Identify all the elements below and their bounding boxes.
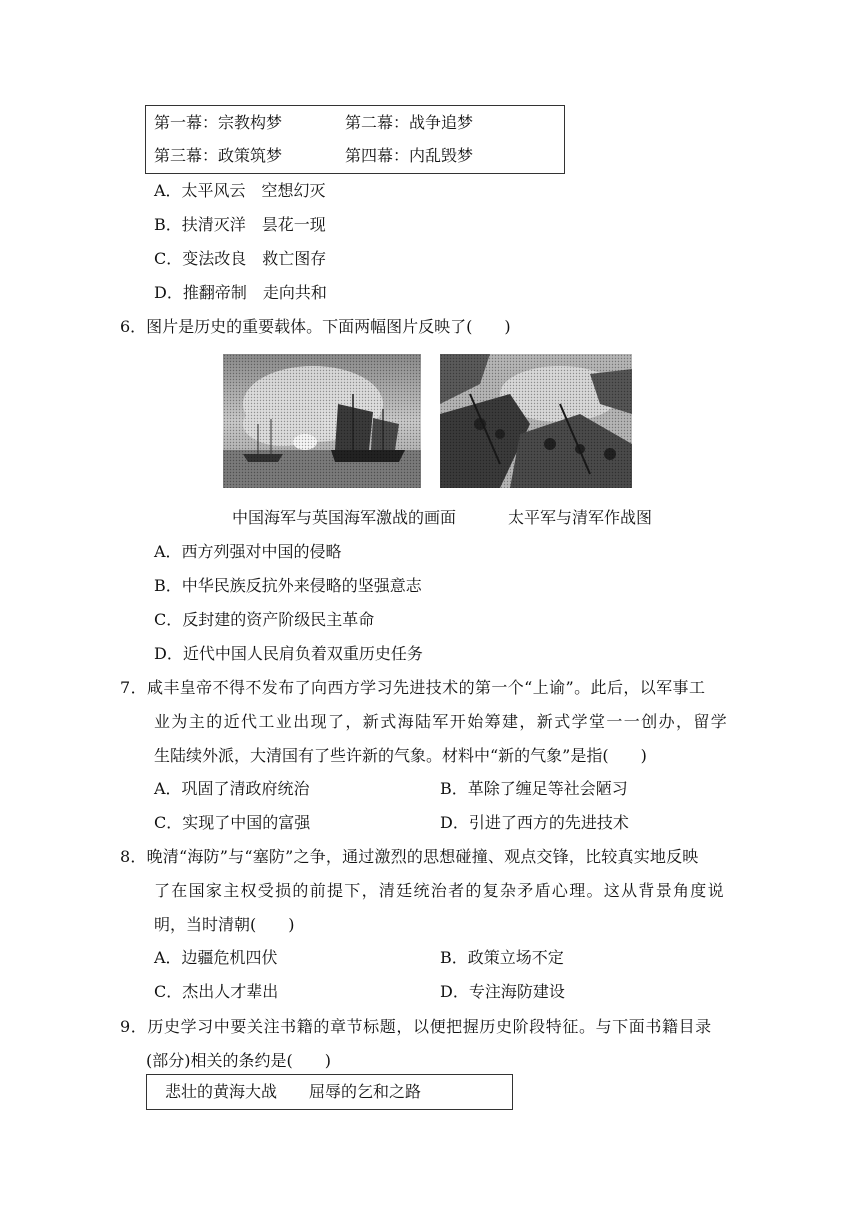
q7-option-a: A．巩固了清政府统治 (154, 779, 310, 798)
q6-option-b: B．中华民族反抗外来侵略的坚强意志 (154, 576, 422, 595)
scene-2: 第二幕：战争追梦 (345, 113, 474, 132)
q8-line-3: 明，当时清朝( ) (154, 915, 295, 934)
q8-option-d: D．专注海防建设 (440, 982, 565, 1001)
naval-battle-illustration (223, 354, 421, 488)
q8-line-2: 了在国家主权受损的前提下，清廷统治者的复杂矛盾心理。这从背景角度说 (154, 881, 725, 900)
q7-option-c: C．实现了中国的富强 (154, 813, 311, 832)
book-contents-text: 悲壮的黄海大战 屈辱的乞和之路 (165, 1082, 422, 1101)
q5-option-a: A．太平风云 空想幻灭 (154, 181, 326, 200)
q6-option-d: D．近代中国人民肩负着双重历史任务 (154, 644, 423, 663)
naval-battle-image (223, 354, 421, 488)
q5-option-d: D．推翻帝制 走向共和 (154, 283, 327, 302)
q7-line-1: 7．咸丰皇帝不得不发布了向西方学习先进技术的第一个“上谕”。此后，以军事工 (120, 678, 706, 697)
q7-line-3: 生陆续外派，大清国有了些许新的气象。材料中“新的气象”是指( ) (154, 746, 647, 765)
caption-right: 太平军与清军作战图 (508, 508, 653, 527)
q6-option-c: C．反封建的资产阶级民主革命 (154, 610, 375, 629)
caption-left: 中国海军与英国海军激战的画面 (232, 508, 457, 527)
q7-option-b: B．革除了缠足等社会陋习 (440, 779, 628, 798)
q5-option-c: C．变法改良 救亡图存 (154, 249, 327, 268)
scene-3: 第三幕：政策筑梦 (154, 146, 283, 165)
q6-stem: 6．图片是历史的重要载体。下面两幅图片反映了( ) (120, 317, 511, 336)
q8-option-c: C．杰出人才辈出 (154, 982, 279, 1001)
scene-box (145, 105, 565, 174)
taiping-battle-image (440, 354, 632, 488)
q6-option-a: A．西方列强对中国的侵略 (154, 542, 342, 561)
scene-4: 第四幕：内乱毁梦 (345, 146, 474, 165)
q5-option-b: B．扶清灭洋 昙花一现 (154, 215, 326, 234)
q7-option-d: D．引进了西方的先进技术 (440, 813, 629, 832)
q9-line-1: 9．历史学习中要关注书籍的章节标题，以便把握历史阶段特征。与下面书籍目录 (120, 1017, 712, 1036)
land-battle-illustration (440, 354, 632, 488)
q8-line-1: 8．晚清“海防”与“塞防”之争，通过激烈的思想碰撞、观点交锋，比较真实地反映 (120, 847, 699, 866)
q7-line-2: 业为主的近代工业出现了，新式海陆军开始筹建，新式学堂一一创办，留学 (154, 712, 729, 731)
q9-line-2: (部分)相关的条约是( ) (146, 1051, 331, 1070)
q8-option-b: B．政策立场不定 (440, 948, 564, 967)
q8-option-a: A．边疆危机四伏 (154, 948, 278, 967)
book-contents-box (146, 1074, 513, 1110)
scene-1: 第一幕：宗教构梦 (154, 113, 283, 132)
